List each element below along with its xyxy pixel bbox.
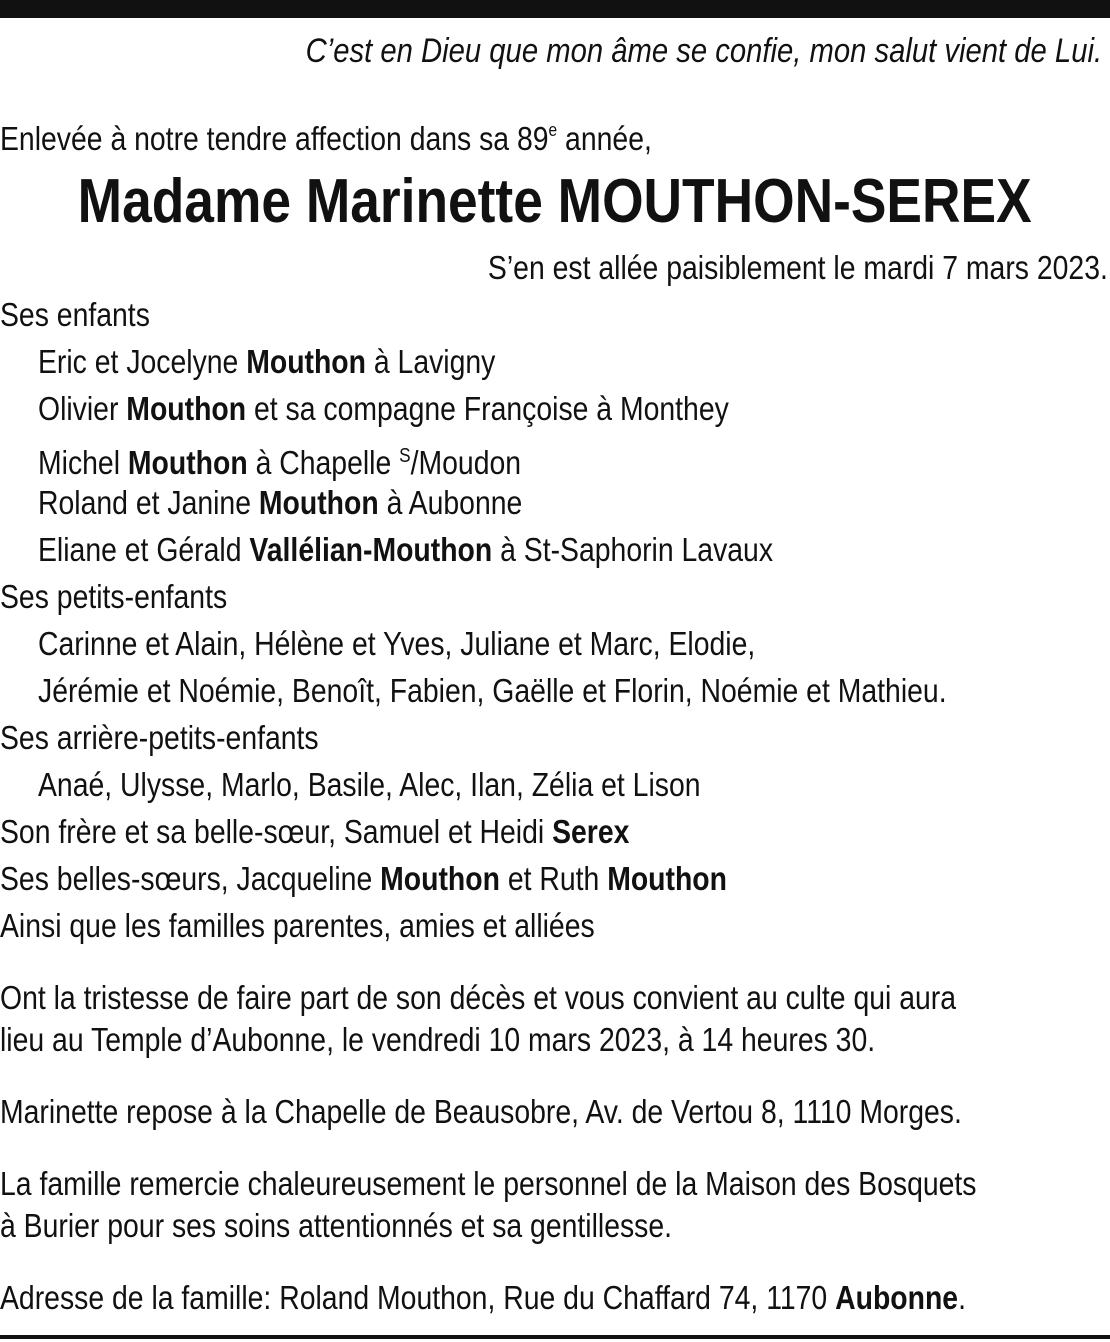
child-line: [38, 389, 841, 429]
child-place: à Aubonne: [378, 484, 523, 521]
child-given-names: Olivier: [38, 390, 127, 427]
grandchildren-heading-text: Ses petits-enfants: [0, 578, 228, 615]
child-line: [38, 436, 600, 483]
child-line: [38, 342, 570, 382]
intro-before: Enlevée à notre tendre affection dans sa 89: [0, 120, 549, 157]
child-surname: Mouthon: [246, 343, 366, 380]
intro-exponent: e: [548, 120, 558, 140]
sisters-in-law-line: [0, 859, 845, 899]
children-heading: [0, 295, 174, 335]
families-line: [0, 906, 692, 946]
intro-after: année,: [557, 120, 652, 157]
service-text: Ont la tristesse de faire part de son décès et vous convient au culte qui aura: [0, 979, 957, 1016]
top-rule: [0, 0, 1110, 18]
children-heading-text: Ses enfants: [0, 296, 150, 333]
sisters-in-law-surname-2: Mouthon: [607, 860, 727, 897]
bottom-rule: [0, 1335, 1110, 1339]
deceased-name-text: Madame Marinette MOUTHON-SEREX: [78, 167, 1032, 236]
grandchildren-names: Jérémie et Noémie, Benoît, Fabien, Gaëlle et Florin, Noémie et Mathieu.: [38, 672, 947, 709]
child-place-suffix: /Moudon: [410, 444, 522, 481]
service-line: [0, 1019, 1018, 1061]
grandchildren-heading: [0, 577, 264, 617]
thanks-text: à Burier pour ses soins attentionnés et sa gentillesse.: [0, 1207, 673, 1244]
child-surname: Vallélian-Mouthon: [249, 531, 493, 568]
brother-line: [0, 812, 732, 852]
deceased-name: [0, 166, 1110, 238]
passed-line: [387, 248, 1108, 288]
great-grandchildren-heading-text: Ses arrière-petits-enfants: [0, 719, 319, 756]
child-surname: Mouthon: [126, 390, 247, 427]
service-line: [0, 977, 1110, 1019]
thanks-line: [0, 1205, 781, 1247]
brother-surname: Serex: [552, 813, 630, 850]
families-text: Ainsi que les familles parentes, amies et alliées: [0, 907, 595, 944]
child-place: à St-Saphorin Lavaux: [492, 531, 774, 568]
grandchildren-line: [38, 671, 1095, 711]
great-grandchildren-names: Anaé, Ulysse, Marlo, Basile, Alec, Ilan, Zélia et Lison: [38, 766, 701, 803]
sisters-in-law-surname: Mouthon: [380, 860, 500, 897]
child-line: [38, 483, 601, 523]
address-text: Adresse de la famille: Roland Mouthon, Rue du Chaffard 74, 1170: [0, 1279, 836, 1316]
thanks-text: La famille remercie chaleureusement le personnel de la Maison des Bosquets: [0, 1165, 977, 1202]
address-city: Aubonne: [835, 1279, 959, 1316]
child-given-names: Eliane et Gérald: [38, 531, 250, 568]
service-text: lieu au Temple d’Aubonne, le vendredi 10 mars 2023, à 14 heures 30.: [0, 1021, 876, 1058]
intro-line: [0, 110, 758, 159]
rest-text: Marinette repose à la Chapelle de Beausobre, Av. de Vertou 8, 1110 Morges.: [0, 1093, 962, 1130]
epigraph: [176, 30, 1102, 72]
thanks-line: [0, 1163, 1110, 1205]
address-period: .: [958, 1279, 966, 1316]
grandchildren-line: [38, 624, 872, 664]
child-line: [38, 530, 893, 570]
sisters-in-law-text: Ses belles-sœurs, Jacqueline: [0, 860, 381, 897]
child-place: à Lavigny: [365, 343, 496, 380]
child-place: à Chapelle: [247, 444, 400, 481]
rest-line: [0, 1091, 1110, 1133]
child-place-superscript: S: [399, 445, 411, 467]
child-surname: Mouthon: [258, 484, 379, 521]
child-given-names: Michel: [38, 444, 128, 481]
child-surname: Mouthon: [127, 444, 248, 481]
great-grandchildren-line: [38, 765, 808, 805]
great-grandchildren-heading: [0, 718, 371, 758]
passed-line-text: S’en est allée paisiblement le mardi 7 mars 2023.: [488, 249, 1108, 286]
address-line: [0, 1277, 1110, 1319]
epigraph-text: C’est en Dieu que mon âme se confie, mon salut vient de Lui.: [305, 32, 1102, 70]
child-given-names: Eric et Jocelyne: [38, 343, 247, 380]
child-place: et sa compagne Françoise à Monthey: [246, 390, 729, 427]
brother-text: Son frère et sa belle-sœur, Samuel et Heidi: [0, 813, 553, 850]
child-given-names: Roland et Janine: [38, 484, 259, 521]
sisters-in-law-text-2: et Ruth: [499, 860, 608, 897]
grandchildren-names: Carinne et Alain, Hélène et Yves, Juliane et Marc, Elodie,: [38, 625, 756, 662]
